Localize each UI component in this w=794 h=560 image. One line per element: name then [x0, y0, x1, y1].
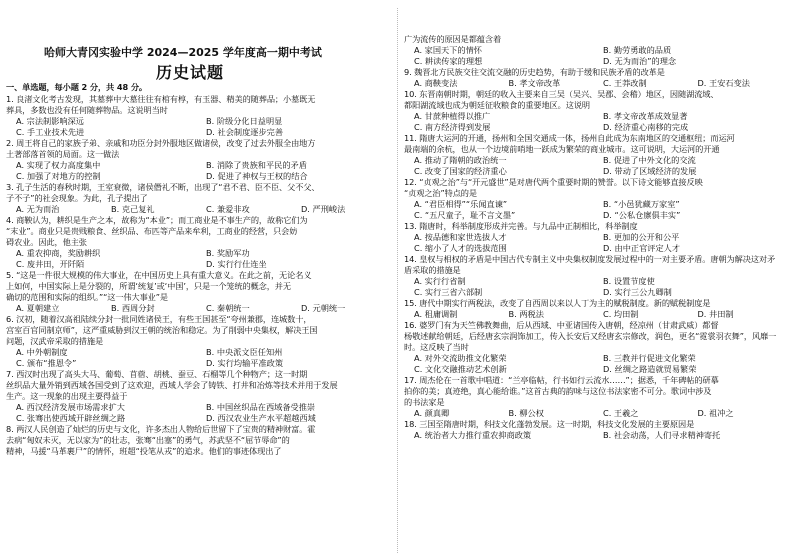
answer-option: D. 实行均输平准政策 [206, 358, 284, 368]
answer-option: A. 实行行省制 [414, 276, 466, 286]
answer-option: C. “五尺童子，耻不言文墨” [414, 210, 516, 220]
answer-option: B. 促进了中外文化的交流 [603, 155, 696, 165]
question-text-line: 葬具，多数也没有任何随葬物品。这说明当时 [6, 105, 168, 115]
question-text-line: 16. 婆罗门有为天竺佛教舞曲，后从西域、中亚诸国传入唐朝，经凉州（甘肃武威）都督 [404, 320, 719, 330]
answer-option: D. 社会制度逐步完善 [206, 127, 284, 137]
answer-option: D. 带动了区域经济的发展 [603, 166, 697, 176]
answer-option: B. 孝文帝改革 [508, 78, 561, 88]
left-column [0, 0, 392, 560]
right-column [402, 0, 794, 560]
answer-option: D. 元朝统一 [301, 303, 346, 313]
question-text-line: 丝织品大量外销到西域各国受到了这欢迎，西域人学会了铸铁、打井和冶炼等技术并用于发展 [6, 380, 338, 390]
answer-option: B. 社会动荡，人们寻求精神寄托 [603, 430, 721, 440]
answer-option: B. 奖励军功 [206, 248, 250, 258]
question-text-line: 15. 唐代中期实行两税法，改变了自西周以来以人丁为主的赋税制度。新的赋税制度是 [404, 298, 711, 308]
answer-option: A. 家国天下的情怀 [414, 45, 482, 55]
answer-option: A. 实现了权力高度集中 [16, 160, 101, 170]
answer-option: D. 由中正官评定人才 [603, 243, 681, 253]
question-text-line: “贞观之治”特点的是 [404, 188, 477, 198]
answer-option: D. 祖冲之 [697, 408, 734, 418]
question-text-line: 13. 隋唐时，科举制度形成并完善。与九品中正制相比，科举制度 [404, 221, 638, 231]
answer-option: D. 无为而治”的理念 [603, 56, 677, 66]
question-text-line: 14. 皇权与相权的矛盾是中国古代专制主义中央集权制度发展过程中的一对主要矛盾。唐朝为解决这对矛 [404, 254, 776, 264]
answer-option: D. “公私仓廪俱丰实” [603, 210, 681, 220]
answer-option: C. 均田制 [603, 309, 639, 319]
question-text-line: 11. 隋唐大运河的开通，扬州和全国交通成一体，扬州自此成为东南地区的交通枢纽；而运河 [404, 133, 735, 143]
question-text-line: 10. 东晋南朝时期，朝廷的收入主要来自三吴（吴兴、吴郡、会稽）地区，因随湖流域、 [404, 89, 719, 99]
answer-option: C. 改变了国家的经济重心 [414, 166, 507, 176]
question-text-line: “末业”。商业只是贵贱粮食、丝织品、布匹等产品来牟利，工商业的经营，只会妨 [6, 226, 298, 236]
answer-option: C. 王羲之 [603, 408, 639, 418]
question-text-line: 的书法家是 [404, 397, 445, 407]
answer-option: A. 中外朝制度 [16, 347, 68, 357]
answer-option: C. 颁布“推恩令” [16, 358, 77, 368]
answer-option: D. 西汉农业生产水平超越西域 [206, 413, 316, 423]
question-text-line: 问题，汉武帝采取的措施是 [6, 336, 104, 346]
answer-option: B. 消除了贵族和平民的矛盾 [206, 160, 307, 170]
answer-option: B. 中央派文臣任知州 [206, 347, 283, 357]
question-text-line: 上如何，中国实际上是分裂的，所谓‘统复’或‘中国’，只是一个笼统的概念，并无 [6, 281, 291, 291]
answer-option: A. 租庸调制 [414, 309, 458, 319]
answer-option: D. 实行行仕连坐 [206, 259, 267, 269]
subject-title: 历史试题 [156, 63, 225, 82]
answer-option: A. 推动了隋朝的政治统一 [414, 155, 507, 165]
answer-option: B. 两税法 [508, 309, 544, 319]
section-heading: 一、单选题，每小题 2 分，共 48 分。 [6, 82, 148, 92]
column-divider [397, 8, 398, 553]
answer-option: D. 丝绸之路造就贸易繁荣 [603, 364, 697, 374]
question-text-line: 精神，马援“马革裹尸”的情怀，班超“投笔从戎”的追求。他们的事迹体现出了 [6, 446, 282, 456]
answer-option: A. 对外交流助推文化繁荣 [414, 353, 507, 363]
answer-option: C. 加强了对地方的控制 [16, 171, 101, 181]
answer-option: A. 按品德和家世选拔人才 [414, 232, 507, 242]
answer-option: A. 夏朝建立 [16, 303, 60, 313]
question-text-line: 3. 孔子生活的春秋时期，王室衰微，诸侯僭礼不断，出现了“君不君、臣不臣、父不父、 [6, 182, 320, 192]
answer-option: A. 西汉经济发展市场需求扩大 [16, 402, 125, 412]
question-text-line: 宫室百官同制京师”，这严重威胁到汉王朝的统治和稳定。为了削弱中央集权，解决王国 [6, 325, 318, 335]
answer-option: B. “小邑犹藏万家室” [603, 199, 680, 209]
question-text-line: 4. 商鞅认为，耕织是生产之本，故称为“本业”；而工商业是不事生产的，故称它们为 [6, 215, 308, 225]
question-text-line: 18. 三国至隋唐时期，科技文化蓬勃发展。这一时期，科技文化发展的主要原因是 [404, 419, 695, 429]
answer-option: A. 甘蔗种植得以推广 [414, 111, 491, 121]
question-text-line: 5. “这是一件很大规模的伟大事业，在中国历史上具有重大意义。在此之前，无论名义 [6, 270, 312, 280]
answer-option: A. 宗法制影响深远 [16, 116, 84, 126]
answer-option: A. 商鞅变法 [414, 78, 458, 88]
answer-option: B. 三教并行促进文化繁荣 [603, 353, 696, 363]
question-text-line: 子不子”的社会现象。为此，孔子提出了 [6, 193, 148, 203]
answer-option: D. 经济重心南移的完成 [603, 122, 689, 132]
question-text-line: 土著部落首领的局面。这一做法 [6, 149, 120, 159]
answer-option: C. 王莽改制 [603, 78, 647, 88]
answer-option: B. 阶级分化日益明显 [206, 116, 283, 126]
answer-option: C. 文化交融推动艺术创新 [414, 364, 507, 374]
answer-option: B. 更加的公开和公平 [603, 232, 680, 242]
question-text-line: 17. 周杰伦在一首歌中唱道：“兰亭临帖，行书如行云流水……”；据悉，千年碑帖的研摹 [404, 375, 719, 385]
answer-option: B. 西周分封 [111, 303, 155, 313]
answer-option: B. 中国丝织品在西域备受推崇 [206, 402, 316, 412]
question-text-line: 7. 西汉时出现了高头大马、葡萄、苜蓿、胡桃、蚕豆、石榴等几个种物产；这一时期 [6, 369, 308, 379]
question-text-line: 拍你的美；真迹绝，真心能给谁。”这首古典的韵味与这位书法家密不可分。歌词中涉及 [404, 386, 712, 396]
answer-option: C. 张骞出使西域开辟丝绸之路 [16, 413, 126, 423]
answer-option: A. 重农抑商，奖励耕织 [16, 248, 101, 258]
question-text-line: 12. “贞观之治”与“开元盛世”是对唐代两个重要时期的赞誉。以下诗文能够直接反映 [404, 177, 703, 187]
answer-option: B. 克己复礼 [111, 204, 155, 214]
question-text-line: 6. 汉初，随着汉高祖陆续分封一批同姓诸侯王，有些王国甚至“夸州兼郡，连城数十， [6, 314, 312, 324]
answer-option: A. 统治者大力推行重农抑商政策 [414, 430, 532, 440]
answer-option: D. 促进了神权与王权的结合 [206, 171, 308, 181]
answer-option: A. 无为而治 [16, 204, 60, 214]
answer-option: C. 耕读传家的理想 [414, 56, 483, 66]
question-text-line: 盾采取的措施是 [404, 265, 461, 275]
question-text-line: 9. 魏晋北方民族交往交流交融的历史趋势，有助于缓和民族矛盾的改革是 [404, 67, 665, 77]
answer-option: A. 颜真卿 [414, 408, 450, 418]
question-text-line: 8. 两汉人民创造了灿烂的历史与文化，许多杰出人物给后世留下了宝贵的精神财富。霍 [6, 424, 316, 434]
answer-option: D. 严刑峻法 [301, 204, 346, 214]
answer-option: C. 废井田，开阡陌 [16, 259, 85, 269]
answer-option: B. 孝文帝改革成效显著 [603, 111, 688, 121]
question-text-line: 去病“匈奴未灭，无以家为”的壮志，张骞“出塞”的勇气，苏武坚不“屈节辱命”的 [6, 435, 290, 445]
question-text-line: 生产。这一现象的出现主要得益于 [6, 391, 128, 401]
question-text-line: 杨敬述献给朝廷，后经唐玄宗润饰加工，传入长安后又经唐玄宗修改，润色，更名“霓裳羽衣舞”，风靡一 [404, 331, 777, 341]
question-text-line: 确切的范围和实际的组织。”“这一伟大事业”是 [6, 292, 168, 302]
question-text-line: 都阳湖流域也成为朝廷征收粮食的重要地区。这说明 [404, 100, 591, 110]
answer-option: B. 勤劳勇敢的品质 [603, 45, 672, 55]
answer-option: C. 兼爱非攻 [206, 204, 250, 214]
question-text-line: 时。这反映了当时 [404, 342, 469, 352]
answer-option: C. 秦朝统一 [206, 303, 250, 313]
question-text-line: 广为流传的原因是都蕴含着 [404, 34, 502, 44]
answer-option: D. 井田制 [697, 309, 734, 319]
question-text-line: 碍农业。因此，他主张 [6, 237, 87, 247]
answer-option: C. 手工业技术先进 [16, 127, 85, 137]
answer-option: D. 实行三公九卿制 [603, 287, 672, 297]
exam-title: 哈师大青冈实验中学 2024—2025 学年度高一期中考试 [44, 46, 322, 59]
answer-option: B. 设置节度使 [603, 276, 655, 286]
answer-option: C. 缩小了人才的选拔范围 [414, 243, 507, 253]
question-text-line: 1. 良渚文化考古发现，其墓葬中大墓往往有棺有椁，有玉器、精美的随葬品；小墓既无 [6, 94, 316, 104]
answer-option: A. “君臣相得”“乐闻直谏” [414, 199, 508, 209]
question-text-line: 2. 周王将自己的家族子弟、亲戚和功臣分封外服地区做诸侯，改变了过去外服全由地方 [6, 138, 316, 148]
answer-option: D. 王安石变法 [697, 78, 750, 88]
question-text-line: 最南端的余杭，也从一个边境前哨地一跃成为繁荣的商业城市。这可说明，大运河的开通 [404, 144, 720, 154]
answer-option: C. 南方经济得到发展 [414, 122, 491, 132]
answer-option: C. 实行三省六部制 [414, 287, 483, 297]
answer-option: B. 柳公权 [508, 408, 544, 418]
